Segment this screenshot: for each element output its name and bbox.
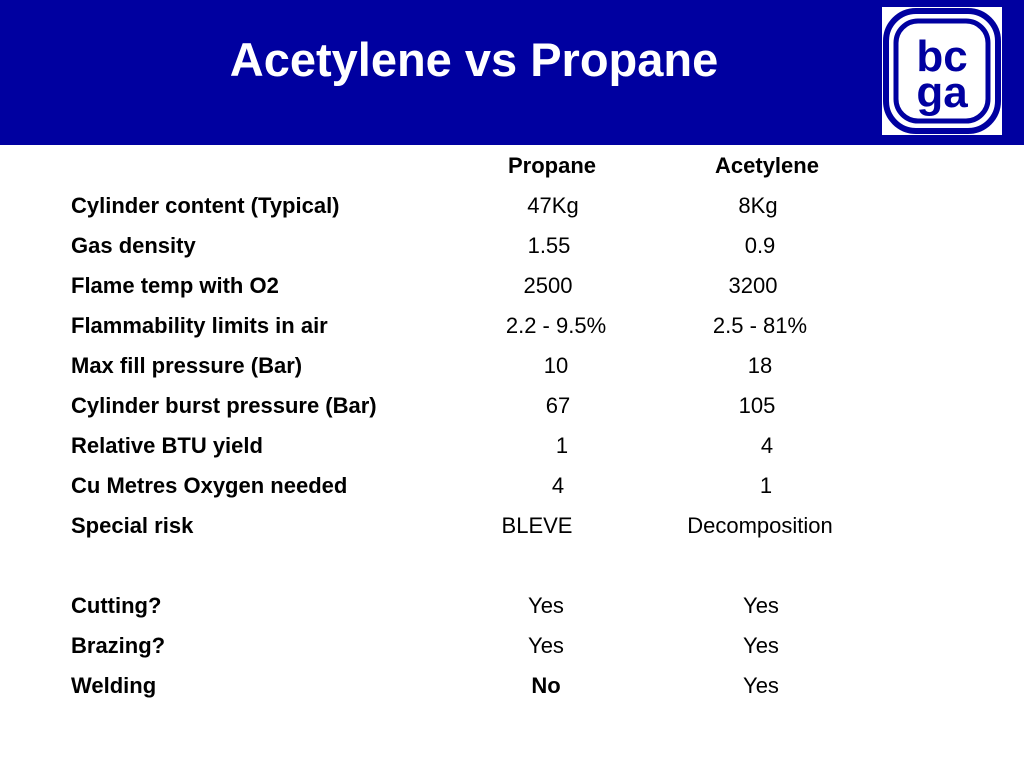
header-acetylene: Acetylene [715,153,819,178]
table-row [0,626,1024,666]
row-label: Flame temp with O2 [71,273,279,298]
row-label: Cylinder burst pressure (Bar) [71,393,377,418]
acetylene-value: 1 [759,473,773,498]
table-row [0,186,1024,226]
table-row [0,506,1024,546]
table-row [0,426,1024,466]
acetylene-value: Yes [743,633,779,658]
propane-value: 47Kg [527,193,579,218]
propane-value: 2.2 - 9.5% [505,313,607,338]
row-label: Special risk [71,513,194,538]
table-row [0,386,1024,426]
row-label: Welding [71,673,157,698]
header-propane: Propane [507,153,597,178]
propane-value: 4 [551,473,565,498]
logo-text-line1: bc [916,32,968,81]
acetylene-value: Yes [743,673,779,698]
row-label: Cylinder content (Typical) [71,193,340,218]
acetylene-value: 2.5 - 81% [712,313,808,338]
propane-value: 10 [543,353,569,378]
propane-value: 1.55 [527,233,571,258]
table-row [0,666,1024,706]
acetylene-value: 8Kg [738,193,778,218]
acetylene-value: 0.9 [744,233,776,258]
acetylene-value: 4 [760,433,774,458]
table-row [0,466,1024,506]
table-row [0,306,1024,346]
propane-value: Yes [528,633,564,658]
table-row [0,266,1024,306]
logo-text-line2: ga [916,68,968,117]
propane-value: 67 [545,393,571,418]
propane-value: No [531,673,561,698]
bcga-logo-icon [882,7,1002,135]
table-row [0,346,1024,386]
slide-title: Acetylene vs Propane [229,33,719,86]
propane-value: 2500 [523,273,573,298]
propane-value: BLEVE [501,513,573,538]
acetylene-value: 18 [747,353,773,378]
acetylene-value: 3200 [728,273,778,298]
title-banner [0,0,1024,145]
row-label: Brazing? [71,633,166,658]
table-row [0,586,1024,626]
table-row [0,226,1024,266]
row-label: Max fill pressure (Bar) [71,353,303,378]
acetylene-value: Decomposition [687,513,833,538]
row-label: Relative BTU yield [71,433,263,458]
acetylene-value: Yes [743,593,779,618]
acetylene-value: 105 [738,393,776,418]
propane-value: 1 [555,433,569,458]
row-label: Flammability limits in air [71,313,328,338]
propane-value: Yes [528,593,564,618]
row-label: Gas density [71,233,196,258]
row-label: Cu Metres Oxygen needed [71,473,348,498]
table-header-row [0,146,1024,186]
row-label: Cutting? [71,593,162,618]
